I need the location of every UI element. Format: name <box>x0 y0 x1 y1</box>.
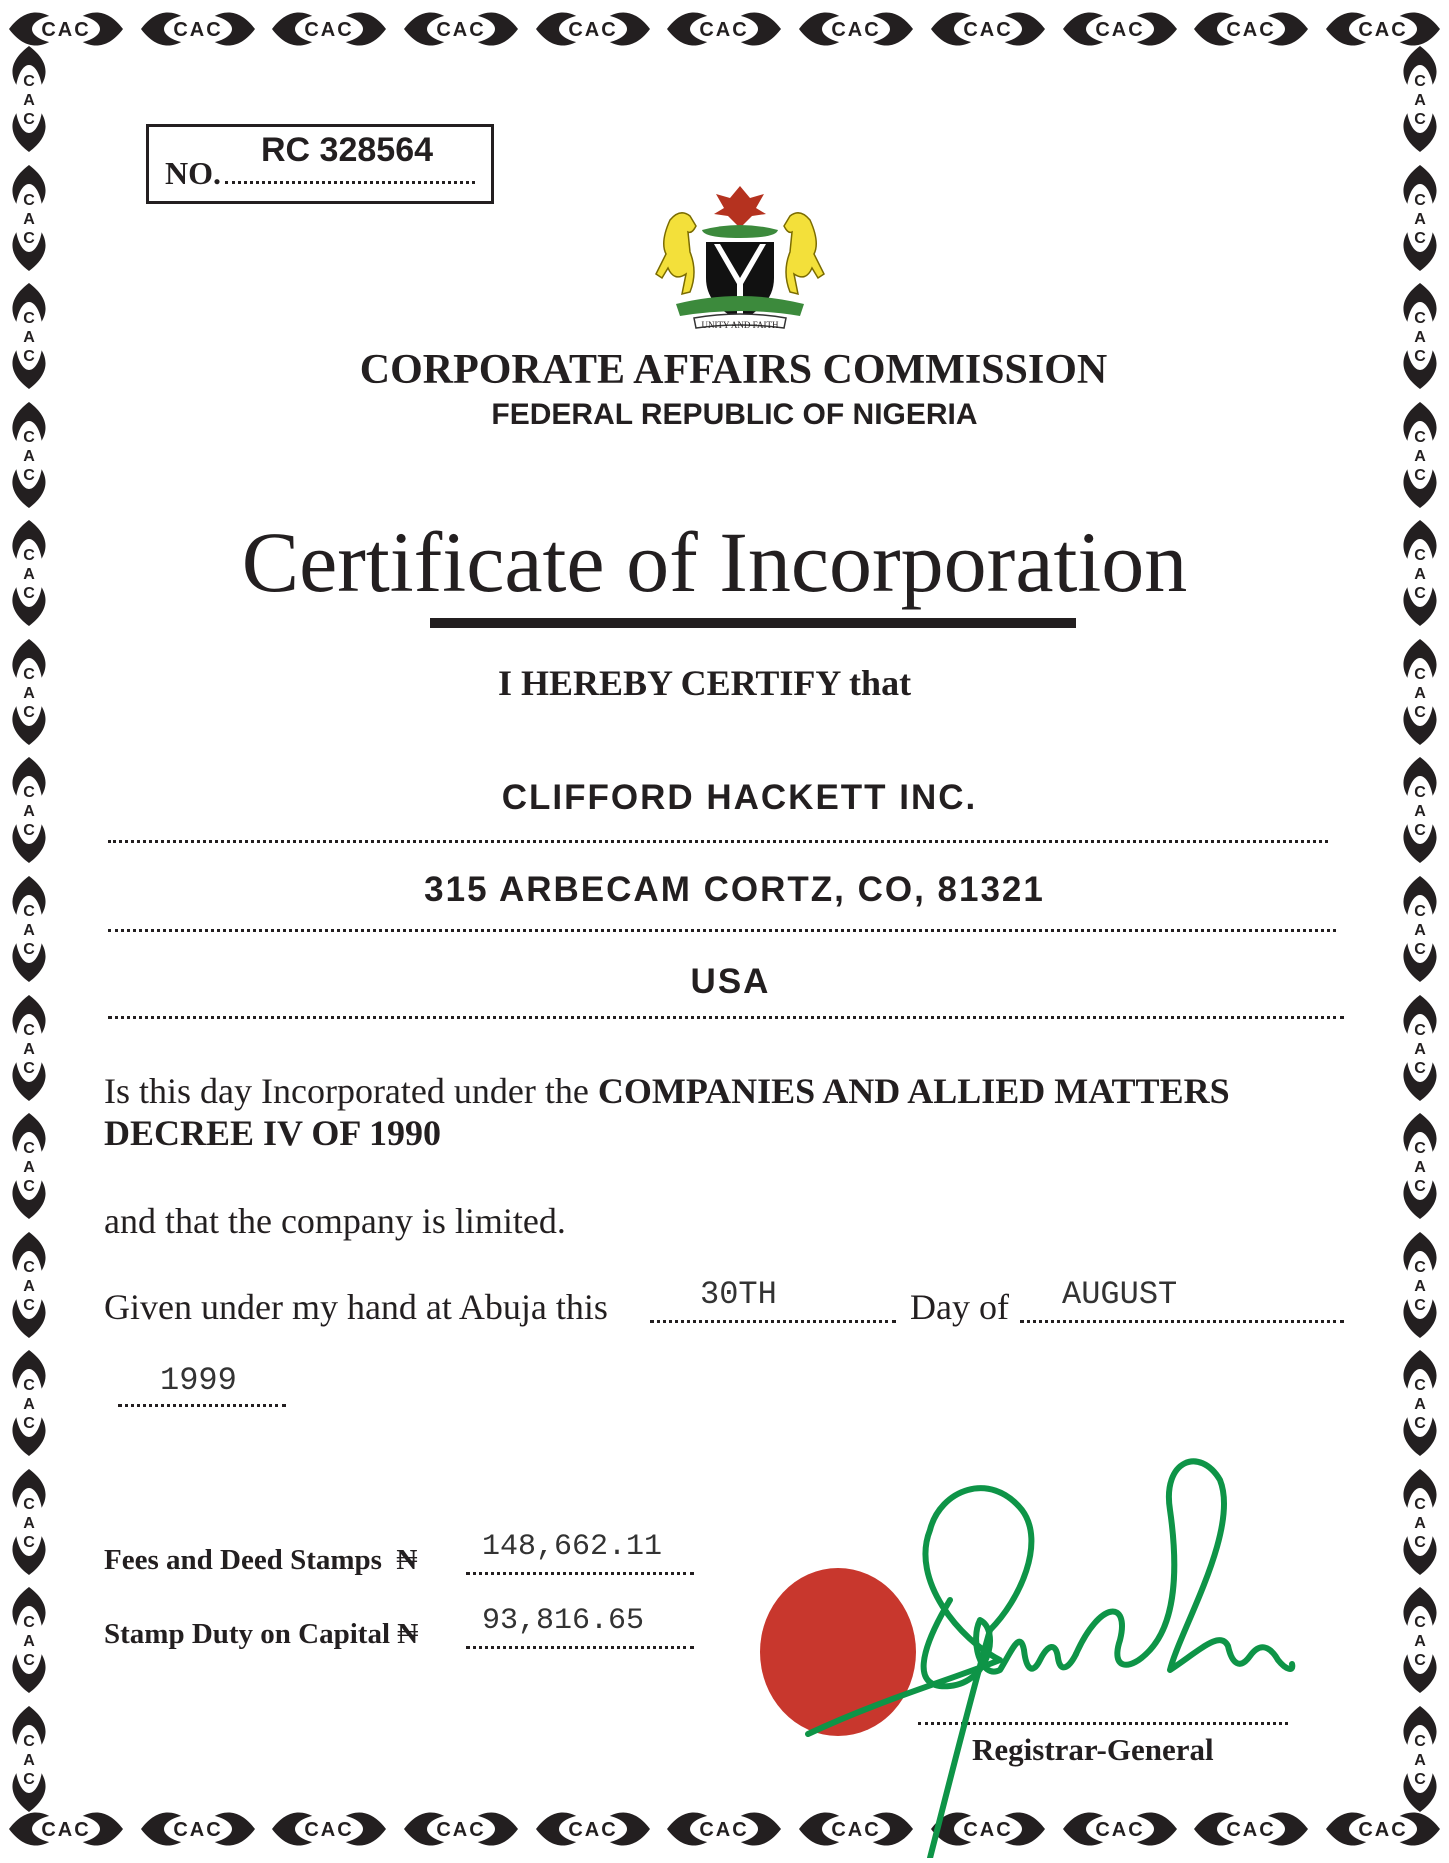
fees-duty-label-text: Stamp Duty on Capital <box>104 1618 391 1650</box>
svg-text:CAC: CAC <box>963 1819 1013 1841</box>
svg-text:C: C <box>1414 1377 1426 1395</box>
svg-text:CAC: CAC <box>41 1819 91 1841</box>
border-cac-link <box>1192 5 1310 53</box>
border-cac-link <box>929 5 1047 53</box>
svg-text:C: C <box>23 902 35 920</box>
statement-prefix: Is this day Incorporated under the <box>104 1071 598 1111</box>
border-cac-link <box>665 1805 783 1853</box>
svg-text:C: C <box>1414 1732 1426 1750</box>
fees-deed-value: 148,662.11 <box>482 1530 663 1564</box>
svg-text:C: C <box>23 1770 35 1788</box>
svg-text:CAC: CAC <box>1226 19 1276 41</box>
border-cac-link <box>5 1348 53 1458</box>
svg-text:A: A <box>1414 447 1426 465</box>
svg-text:C: C <box>23 822 35 840</box>
svg-text:A: A <box>23 1040 35 1058</box>
svg-text:CAC: CAC <box>41 19 91 41</box>
registrar-signature <box>800 1450 1320 1858</box>
fees-duty-dots <box>466 1646 694 1649</box>
svg-text:A: A <box>1414 1751 1426 1769</box>
border-cac-link <box>1396 1585 1444 1695</box>
company-address: 315 ARBECAM CORTZ, CO, 81321 <box>424 870 1045 909</box>
svg-text:A: A <box>23 210 35 228</box>
country-subtitle: FEDERAL REPUBLIC OF NIGERIA <box>491 398 978 431</box>
svg-text:A: A <box>23 803 35 821</box>
certificate-title: Certificate of Incorporation <box>241 514 1188 610</box>
svg-text:C: C <box>23 1415 35 1433</box>
svg-text:C: C <box>1414 1258 1426 1276</box>
svg-text:C: C <box>1414 111 1426 129</box>
svg-text:CAC: CAC <box>699 19 750 41</box>
svg-text:C: C <box>1414 547 1426 565</box>
svg-text:C: C <box>1414 466 1426 484</box>
svg-text:C: C <box>1414 1021 1426 1039</box>
svg-text:C: C <box>23 310 35 328</box>
svg-text:C: C <box>23 784 35 802</box>
svg-text:A: A <box>1414 921 1426 939</box>
svg-text:A: A <box>1414 1040 1426 1058</box>
statement-act-line1: COMPANIES AND ALLIED MATTERS <box>597 1071 1230 1111</box>
border-cac-link <box>5 1585 53 1695</box>
svg-text:C: C <box>1414 1059 1426 1077</box>
svg-text:CAC: CAC <box>699 1819 750 1841</box>
svg-text:C: C <box>1414 1140 1426 1158</box>
svg-text:A: A <box>1414 1514 1426 1532</box>
border-cac-link <box>1396 1111 1444 1221</box>
svg-text:A: A <box>1414 329 1426 347</box>
svg-text:A: A <box>23 1159 35 1177</box>
svg-text:C: C <box>23 1614 35 1632</box>
company-address-dots <box>108 929 1336 932</box>
svg-text:A: A <box>1414 210 1426 228</box>
given-month-dots <box>1020 1320 1344 1323</box>
certify-text: I HEREBY CERTIFY that <box>497 663 912 703</box>
border-cac-link <box>534 5 652 53</box>
svg-text:CAC: CAC <box>831 1819 881 1841</box>
border-cac-link <box>270 1805 388 1853</box>
border-cac-link <box>1396 44 1444 154</box>
border-cac-link <box>270 5 388 53</box>
incorporation-statement <box>104 1070 1364 1154</box>
svg-text:C: C <box>1414 940 1426 958</box>
naira-icon: ₦ <box>396 1544 418 1576</box>
statement-act-line2: DECREE IV OF 1990 <box>104 1113 442 1153</box>
company-name-dots <box>108 840 1328 843</box>
fees-duty-label <box>104 1618 418 1651</box>
svg-text:A: A <box>1414 92 1426 110</box>
svg-text:C: C <box>1414 1533 1426 1551</box>
svg-text:CAC: CAC <box>1094 19 1145 41</box>
registrar-general-title: Registrar-General <box>972 1732 1214 1767</box>
border-cac-link <box>139 1805 257 1853</box>
svg-text:A: A <box>23 1633 35 1651</box>
border-cac-link <box>1396 993 1444 1103</box>
company-country-dots <box>108 1016 1344 1019</box>
border-cac-link <box>1396 1348 1444 1458</box>
svg-text:C: C <box>1414 191 1426 209</box>
svg-text:C: C <box>1414 1770 1426 1788</box>
svg-text:C: C <box>1414 1495 1426 1513</box>
svg-text:A: A <box>1414 684 1426 702</box>
svg-text:C: C <box>23 1652 35 1670</box>
svg-text:A: A <box>23 566 35 584</box>
organization-title: CORPORATE AFFAIRS COMMISSION <box>359 347 1108 393</box>
coat-of-arms-emblem <box>640 180 840 340</box>
svg-text:CAC: CAC <box>568 19 618 41</box>
border-cac-link <box>797 5 915 53</box>
svg-text:CAC: CAC <box>304 1819 354 1841</box>
svg-text:CAC: CAC <box>304 19 354 41</box>
svg-text:C: C <box>1414 73 1426 91</box>
svg-text:C: C <box>23 665 35 683</box>
border-cac-link <box>1396 1230 1444 1340</box>
svg-text:A: A <box>23 92 35 110</box>
border-cac-link <box>5 163 53 273</box>
svg-text:A: A <box>1414 1159 1426 1177</box>
fees-deed-label-text: Fees and Deed Stamps <box>104 1544 382 1576</box>
svg-text:A: A <box>23 921 35 939</box>
svg-text:A: A <box>1414 566 1426 584</box>
border-cac-link <box>402 5 520 53</box>
title-underline <box>430 618 1076 628</box>
svg-text:A: A <box>23 447 35 465</box>
border-cac-link <box>1396 163 1444 273</box>
svg-text:C: C <box>23 73 35 91</box>
svg-text:C: C <box>23 547 35 565</box>
svg-text:CAC: CAC <box>1094 1819 1145 1841</box>
svg-text:C: C <box>1414 703 1426 721</box>
svg-text:A: A <box>1414 1633 1426 1651</box>
svg-text:CAC: CAC <box>436 19 486 41</box>
svg-text:A: A <box>1414 1277 1426 1295</box>
certificate-number-value: RC 328564 <box>261 131 434 169</box>
svg-text:A: A <box>23 1277 35 1295</box>
certificate-number-box <box>146 124 494 204</box>
svg-text:C: C <box>23 1178 35 1196</box>
svg-text:C: C <box>1414 1614 1426 1632</box>
svg-text:A: A <box>23 1396 35 1414</box>
svg-text:C: C <box>23 1258 35 1276</box>
border-cac-link <box>1061 5 1179 53</box>
fees-deed-label <box>104 1544 417 1577</box>
svg-text:C: C <box>23 1533 35 1551</box>
border-cac-link <box>534 1805 652 1853</box>
given-day-dots <box>650 1320 896 1323</box>
certificate-number-dots <box>225 181 475 184</box>
border-cac-link <box>5 1230 53 1340</box>
svg-text:A: A <box>23 1751 35 1769</box>
svg-text:CAC: CAC <box>1358 19 1408 41</box>
company-country: USA <box>690 962 771 1001</box>
border-cac-link <box>402 1805 520 1853</box>
svg-text:CAC: CAC <box>568 1819 618 1841</box>
svg-text:C: C <box>1414 1415 1426 1433</box>
svg-text:CAC: CAC <box>172 1819 223 1841</box>
naira-icon: ₦ <box>397 1618 419 1650</box>
coat-of-arms-motto: UNITY AND FAITH <box>701 320 779 330</box>
svg-text:C: C <box>1414 784 1426 802</box>
border-cac-link <box>5 1704 53 1814</box>
given-year-value: 1999 <box>160 1362 237 1399</box>
svg-text:A: A <box>23 684 35 702</box>
svg-text:C: C <box>23 585 35 603</box>
svg-text:C: C <box>1414 348 1426 366</box>
svg-text:C: C <box>23 1140 35 1158</box>
svg-text:CAC: CAC <box>1358 1819 1408 1841</box>
border-cac-link <box>1396 1704 1444 1814</box>
svg-text:A: A <box>23 329 35 347</box>
svg-text:C: C <box>23 348 35 366</box>
fees-duty-value: 93,816.65 <box>482 1604 645 1638</box>
svg-text:C: C <box>1414 428 1426 446</box>
svg-text:C: C <box>1414 229 1426 247</box>
border-cac-link <box>665 5 783 53</box>
svg-text:C: C <box>23 111 35 129</box>
border-left <box>0 40 58 1818</box>
given-day-of: Day of <box>910 1287 1009 1327</box>
svg-text:C: C <box>1414 1652 1426 1670</box>
svg-text:C: C <box>1414 1178 1426 1196</box>
given-day-value: 30TH <box>700 1276 777 1313</box>
border-cac-link <box>5 1467 53 1577</box>
svg-text:C: C <box>1414 585 1426 603</box>
svg-text:C: C <box>23 1495 35 1513</box>
svg-text:C: C <box>1414 665 1426 683</box>
svg-text:CAC: CAC <box>172 19 223 41</box>
company-name: CLIFFORD HACKETT INC. <box>501 778 978 817</box>
given-month-value: AUGUST <box>1062 1276 1178 1313</box>
svg-text:C: C <box>23 1732 35 1750</box>
border-cac-link <box>5 44 53 154</box>
svg-text:A: A <box>23 1514 35 1532</box>
svg-text:C: C <box>23 466 35 484</box>
svg-text:CAC: CAC <box>963 19 1013 41</box>
given-prefix: Given under my hand at Abuja this <box>104 1287 608 1327</box>
border-cac-link <box>1396 1467 1444 1577</box>
fees-deed-dots <box>466 1572 694 1575</box>
svg-text:C: C <box>1414 310 1426 328</box>
svg-text:CAC: CAC <box>1226 1819 1276 1841</box>
svg-text:C: C <box>23 1021 35 1039</box>
svg-text:CAC: CAC <box>436 1819 486 1841</box>
svg-text:CAC: CAC <box>831 19 881 41</box>
given-year-dots <box>118 1404 286 1407</box>
svg-text:C: C <box>23 428 35 446</box>
limited-statement: and that the company is limited. <box>104 1201 566 1241</box>
certificate-number-label: NO. <box>165 155 221 191</box>
svg-text:C: C <box>23 1377 35 1395</box>
svg-text:C: C <box>1414 902 1426 920</box>
svg-text:C: C <box>23 229 35 247</box>
svg-text:C: C <box>1414 1296 1426 1314</box>
border-cac-link <box>139 5 257 53</box>
svg-text:A: A <box>1414 803 1426 821</box>
svg-text:C: C <box>1414 822 1426 840</box>
svg-text:C: C <box>23 191 35 209</box>
border-cac-link <box>5 993 53 1103</box>
svg-text:C: C <box>23 703 35 721</box>
border-right <box>1391 40 1449 1818</box>
svg-text:A: A <box>1414 1396 1426 1414</box>
svg-text:C: C <box>23 940 35 958</box>
svg-text:C: C <box>23 1296 35 1314</box>
border-cac-link <box>5 1111 53 1221</box>
svg-text:C: C <box>23 1059 35 1077</box>
border-top <box>0 0 1449 58</box>
